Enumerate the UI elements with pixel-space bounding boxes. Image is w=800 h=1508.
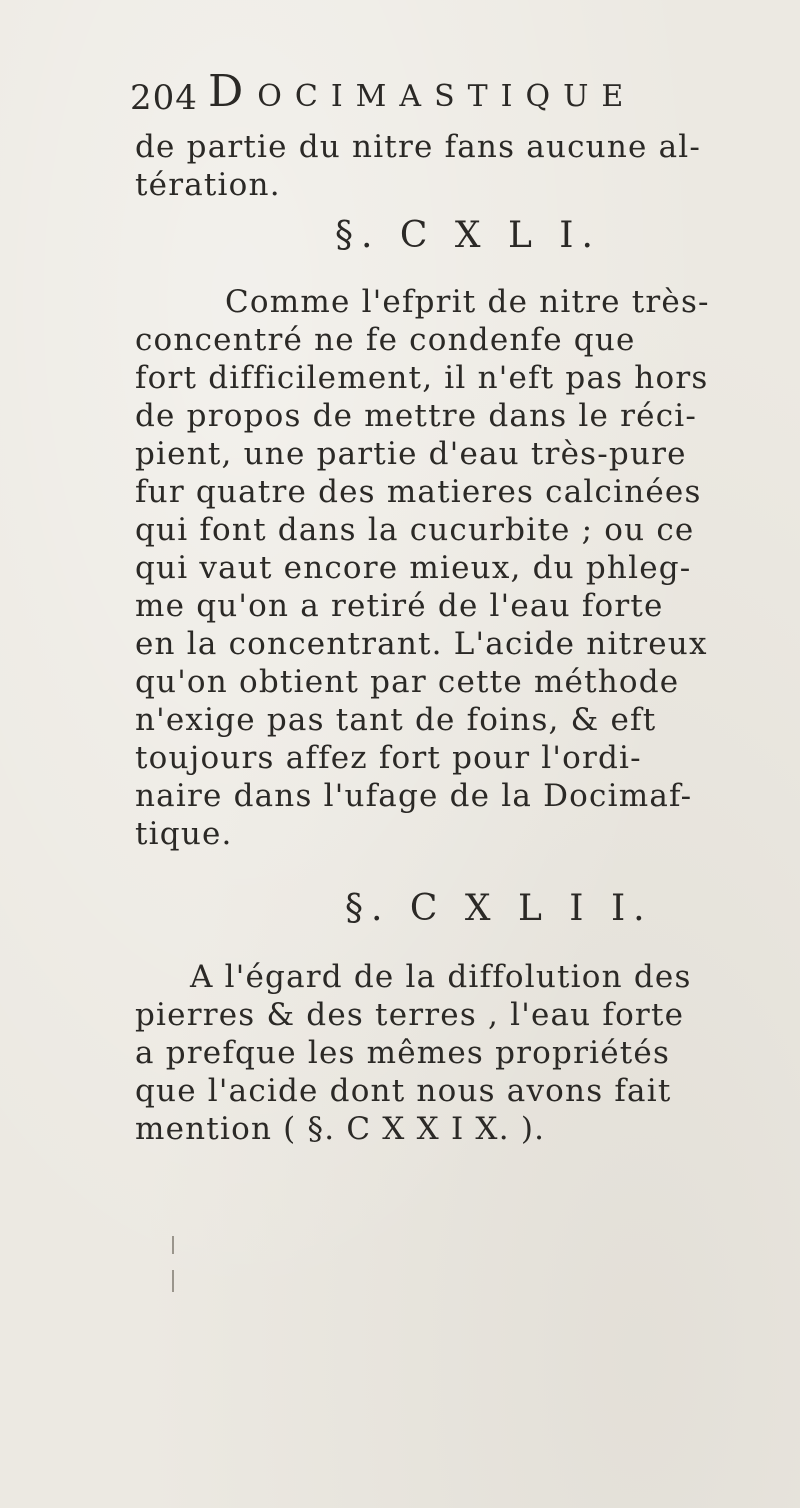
text-line: qui font dans la cucurbite ; ou ce [135, 512, 695, 548]
text-line: a prefque les mêmes propriétés [135, 1035, 671, 1071]
text-line: fort difficilement, il n'eft pas hors [135, 360, 709, 396]
paragraph-cxli [135, 283, 775, 853]
text-line: tique. [135, 816, 233, 852]
stray-ink-mark [172, 1236, 174, 1254]
text-line: qu'on obtient par cette méthode [135, 664, 680, 700]
text-line: A l'égard de la diffolution des [190, 959, 692, 995]
text-line: naire dans l'ufage de la Docimaf- [135, 778, 693, 814]
page-number: 204 [130, 78, 198, 118]
running-title [208, 66, 636, 117]
text-line: que l'acide dont nous avons fait [135, 1073, 672, 1109]
text-line: pierres & des terres , l'eau forte [135, 997, 685, 1033]
running-header [130, 66, 690, 126]
text-line: toujours affez fort pour l'ordi- [135, 740, 642, 776]
text-line: de propos de mettre dans le réci- [135, 398, 698, 434]
running-title-rest: OCIMASTIQUE [257, 79, 637, 114]
running-title-initial: D [208, 66, 258, 117]
text-line: concentré ne fe condenfe que [135, 322, 636, 358]
text-line: de partie du nitre fans aucune al- [135, 129, 702, 165]
text-line: fur quatre des matieres calcinées [135, 474, 702, 510]
section-heading-cxli: §. C X L I. [335, 215, 601, 256]
text-line: qui vaut encore mieux, du phleg- [135, 550, 692, 586]
stray-ink-mark [172, 1270, 174, 1292]
text-line: n'exige pas tant de foins, & eft [135, 702, 657, 738]
text-line: pient, une partie d'eau très-pure [135, 436, 687, 472]
text-line: en la concentrant. L'acide nitreux [135, 626, 708, 662]
paragraph-cxlii [135, 958, 775, 1148]
section-heading-cxlii: §. C X L I I. [345, 888, 653, 929]
text-line: me qu'on a retiré de l'eau forte [135, 588, 664, 624]
text-line: tération. [135, 167, 281, 203]
text-line: Comme l'efprit de nitre très- [225, 284, 710, 320]
continuation-paragraph [135, 128, 775, 204]
text-line: mention ( §. C X X I X. ). [135, 1111, 546, 1147]
